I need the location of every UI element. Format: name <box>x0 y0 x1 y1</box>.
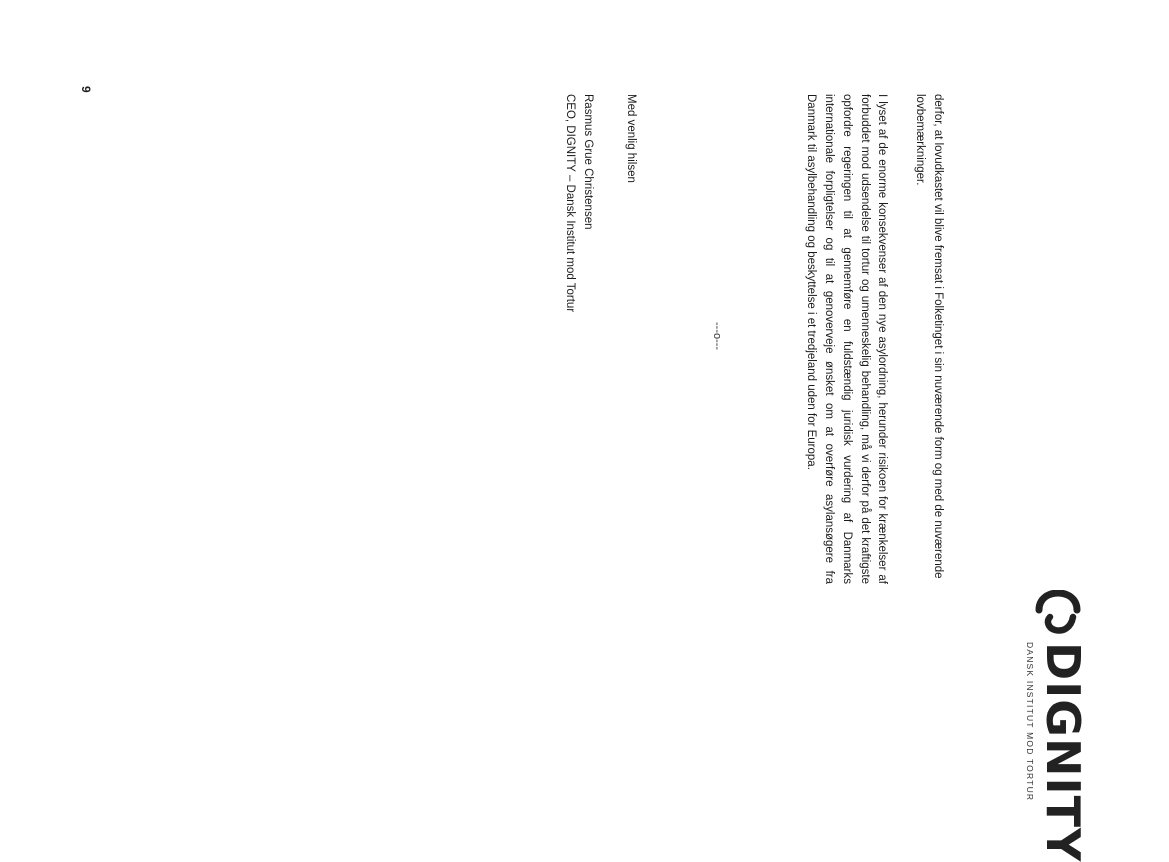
closing <box>621 94 639 183</box>
signature-block <box>561 94 597 312</box>
page-number: 9 <box>79 86 93 93</box>
closing-salutation: Med venlig hilsen <box>625 94 637 183</box>
signatory-name: Rasmus Grue Christensen <box>582 94 594 230</box>
paragraph-1: derfor, at lovudkastet vil blive fremsat i Folketinget i sin nuværende form og med de nuværende lovbemærkninger. <box>914 94 944 579</box>
paragraph-2: I lyset af de enorme konsekvenser af den nye asylordning, herunder risikoen for krænkelser af forbuddet mod udsendelse til tortur og umenneskelig behandling, må vi derfor på det kraftigste opfordre regeringen til at gennemføre en fuldstændig juridisk vurdering af Danmarks internationale forpligtelser og til at genoverveje ønsket om at overføre asylansøgere fra Danmark til asylbehandling og beskyttelse i et tredjeland uden for Europa. <box>805 94 889 584</box>
section-divider: ---o--- <box>711 322 723 351</box>
signatory-title: CEO, DIGNITY – Dansk Institut mod Tortur <box>564 94 576 313</box>
logo-wordmark: DIGNITY <box>1036 642 1090 862</box>
dignity-logo <box>1005 590 1090 862</box>
logo-tagline: DANSK INSTITUT MOD TORTUR <box>1025 642 1035 802</box>
dignity-logo-icon <box>1033 590 1083 636</box>
letter-body <box>801 94 946 584</box>
